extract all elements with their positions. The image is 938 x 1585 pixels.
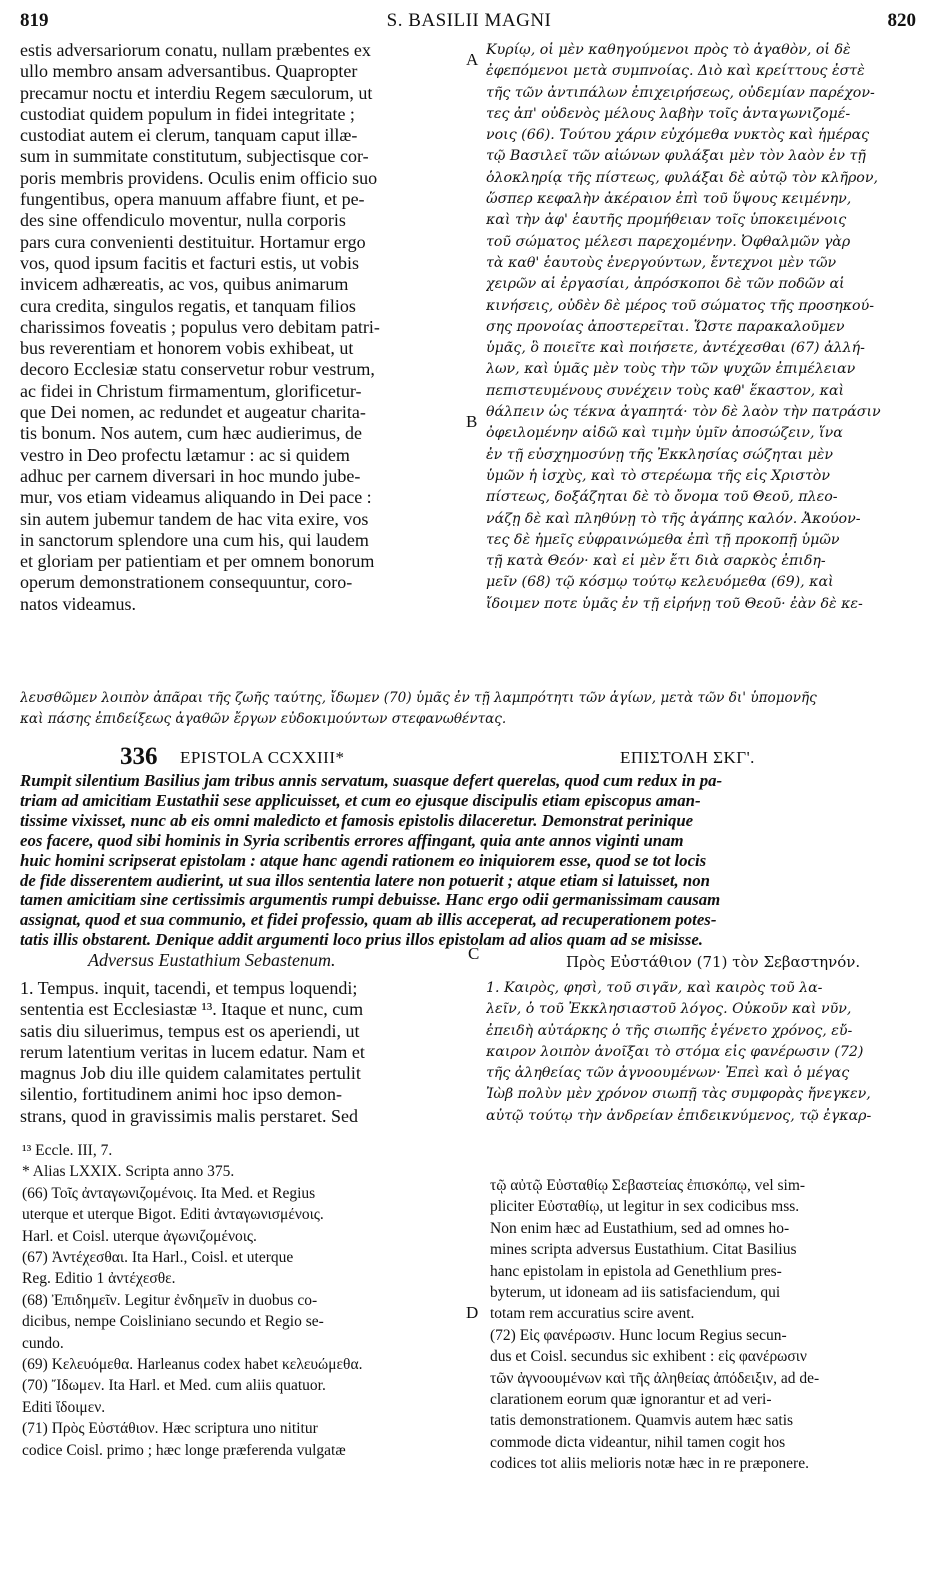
- footnote-line: codices tot aliis melioris notæ hæc in re præponere.: [490, 1455, 809, 1473]
- footnote-line: commode dicta videantur, nihil tamen cogit hos: [490, 1433, 786, 1451]
- footnotes-right: [490, 1175, 920, 1480]
- summary-line: tatis illis obstarent. Denique addit argumenti loco prius illos epistolam ad alios quam ad se misisse.: [20, 930, 703, 950]
- text-line: custodiat autem ei clerum, tanquam caput illæ-: [20, 125, 358, 146]
- text-line: rerum latentium veritas in lucem edatur. Nam et: [20, 1041, 365, 1062]
- summary-line: triam ad amicitiam Eustathii sese applicuisset, et cum eo ejusque discipulis etiam episcopus aman-: [20, 790, 701, 810]
- footnote-line: codice Coisl. primo ; hæc longe præferenda vulgatæ: [22, 1441, 346, 1459]
- text-line: ac fidei in Christum firmamentum, glorificetur-: [20, 380, 362, 401]
- summary-line: de fide disserentem audierint, ut sua illos sententia latere non potuerit ; atque etiam si latuisset, non: [20, 870, 710, 890]
- greek-column-lower: [486, 978, 916, 1133]
- text-line: αὐτῷ τούτῳ τὴν ἀνδρείαν ἐπιδεικνύμενος, τῷ ἐγκαρ-: [486, 1107, 872, 1124]
- text-line: silentio, fortitudinem animi hoc ipso demon-: [20, 1084, 342, 1105]
- footnote-line: (72) Εἰς φανέρωσιν. Hunc locum Regius secun-: [490, 1326, 787, 1344]
- text-line: charissimos foveatis ; populus vero debitam patri-: [20, 316, 380, 337]
- summary-line: eos facere, quod sibi hominis in Syria scribentis errores affingant, quia ante annos viginti unam: [20, 830, 684, 850]
- footnote-line: (70) Ἴδωμεν. Ita Harl. et Med. cum aliis quatuor.: [22, 1377, 326, 1395]
- text-line: sum in summitate constitutum, subjectisque cor-: [20, 146, 369, 167]
- footnote-line: τῷ αὐτῷ Εὐσταθίῳ Σεβαστείας ἐπισκόπῳ, vel sim-: [490, 1177, 806, 1194]
- text-line: τῇ κατὰ Θεόν· καὶ εἰ μὲν ἔτι διὰ σαρκὸς ἐπιδη-: [486, 553, 826, 570]
- margin-letter-d: D: [466, 1303, 479, 1322]
- footnote-line: dicibus, nempe Coisliniano secundo et Regio se-: [22, 1313, 324, 1331]
- epistle-summary: [20, 771, 920, 950]
- footnote-line: mines scripta adversus Eustathium. Citat Basilius: [490, 1241, 797, 1259]
- footnote-line: uterque et uterque Bigot. Editi ἀνταγωνισμένοις.: [22, 1206, 324, 1224]
- greek-column-upper: [486, 40, 916, 686]
- text-line: τῆς τῶν ἀντιπάλων ἐπιχειρήσεως, οὐδεμίαν παρέχον-: [486, 84, 875, 101]
- text-line: τὰ καθ' ἑαυτοὺς ἐνεργούντων, ἔντεχνοι μὲν τῶν: [486, 254, 837, 271]
- text-line: mur, vos etiam videamus aliquando in Dei pace :: [20, 487, 372, 508]
- footnote-line: (69) Κελευόμεθα. Harleanus codex habet κελευώμεθα.: [22, 1356, 363, 1374]
- text-line: sin autem jubemur tandem de hac vita exire, vos: [20, 508, 369, 529]
- footnote-line: (68) Ἐπιδημεῖν. Legitur ἐνδημεῖν in duobus co-: [22, 1291, 318, 1309]
- text-line: cura credita, singulos regatis, et tanquam filios: [20, 295, 356, 316]
- footnote-line: cundo.: [22, 1334, 64, 1352]
- margin-letter-b: B: [466, 412, 478, 431]
- text-line: estis adversariorum conatu, nullam præbentes ex: [20, 40, 371, 60]
- epistle-greek-title: ΕΠΙΣΤΟΛΗ ΣΚΓ'.: [620, 748, 755, 767]
- text-line: invicem adhæreatis, ac vos, quibus animarum: [20, 274, 349, 295]
- text-line: θάλπειν ὡς τέκνα ἀγαπητά· τὸν δὲ λαὸν τὴν πατράσιν: [486, 404, 881, 421]
- text-line: ὁλοκληρίᾳ τῆς πίστεως, φυλάξαι δὲ αὐτῷ τὸν κλῆρον,: [486, 169, 878, 186]
- text-line: bus reverentiam et honorem vobis exhibeat, ut: [20, 338, 354, 359]
- greek-subtitle: Πρὸς Εὐστάθιον (71) τὸν Σεβαστηνόν.: [566, 953, 861, 971]
- page-number-left: 819: [20, 10, 49, 31]
- text-line: κινήσεις, οὐδὲν δὲ μέρος τοῦ σώματος τῆς προσηκού-: [486, 297, 874, 314]
- page-header: [0, 10, 938, 40]
- footnote-line: Harl. et Coisl. uterque ἀγωνιζομένοις.: [22, 1227, 257, 1245]
- text-line: poris membris providens. Oculis enim officio suo: [20, 167, 378, 188]
- running-title: S. BASILII MAGNI: [386, 10, 552, 31]
- text-line: λεῖν, ὁ τοῦ Ἐκκλησιαστοῦ λόγος. Οὐκοῦν καὶ νῦν,: [486, 1001, 852, 1018]
- text-line: τῆς ἀληθείας τῶν ἀγνοουμένων· Ἐπεὶ καὶ ὁ μέγας: [486, 1065, 850, 1082]
- footnote-line: (66) Τοῖς ἀνταγωνιζομένοις. Ita Med. et Regius: [22, 1184, 316, 1202]
- footnote-line: byterum, ut idoneam ad iis satisfaciendum, qui: [490, 1284, 781, 1302]
- text-line: vestro in Deo profectu lætamur : ac si quidem: [20, 444, 350, 465]
- text-line: Ἰὼβ πολὺν μὲν χρόνον σιωπῇ τὰς συμφορὰς ἤνεγκεν,: [486, 1086, 871, 1103]
- text-line: τοῦ σώματος μέλεσι παρεχομένην. Ὀφθαλμῶν γὰρ: [486, 233, 851, 250]
- text-line: ὑμῶν ἡ ἰσχὺς, καὶ τὸ στερέωμα τῆς εἰς Χριστὸν: [486, 467, 830, 484]
- text-line: καὶ τὴν ἀφ' ἑαυτῆς προμήθειαν τοῖς ὑποκειμένοις: [486, 212, 847, 229]
- text-line: ὥσπερ κεφαλὴν ἀκέραιον ἐπὶ τοῦ ὕψους κειμένην,: [486, 191, 852, 208]
- text-line: vos, quod ipsum facitis et facturi estis, ut vobis: [20, 252, 359, 273]
- summary-line: huic homini scripserat epistolam : atque hanc agendi rationem eo iniquiorem esse, quod se tot locis: [20, 850, 707, 870]
- footnote-line: clarationem eorum quæ ignorantur et ad veri-: [490, 1391, 772, 1409]
- text-line: τες δὲ ἡμεῖς εὐφραινώμεθα ἐπὶ τῇ προκοπῇ ὑμῶν: [486, 531, 840, 548]
- footnote-line: Reg. Editio 1 ἀντέχεσθε.: [22, 1270, 176, 1288]
- text-line: fungentibus, opera manuum affabre fiunt, et pe-: [20, 189, 365, 210]
- greek-continuation: [20, 688, 920, 730]
- text-line: ullo membro ansam adversantibus. Quapropter: [20, 61, 358, 82]
- epistle-number: 336: [120, 743, 158, 770]
- footnote-line: * Alias LXXIX. Scripta anno 375.: [22, 1163, 235, 1181]
- text-line: μεῖν (68) τῷ κόσμῳ τούτῳ κελευόμεθα (69), καὶ: [486, 574, 834, 591]
- text-line: et gloriam per patientiam et per omnem bonorum: [20, 551, 375, 572]
- text-line: ὑμᾶς, ὃ ποιεῖτε καὶ ποιήσετε, ἀντέχεσθαι (67) ἀλλή-: [486, 340, 865, 357]
- text-line: ἴδοιμεν ποτε ὑμᾶς ἐν τῇ εἰρήνῃ τοῦ Θεοῦ· ἐὰν δὲ κε-: [486, 595, 863, 612]
- text-line: precamur noctu et interdiu Regem sæculorum, ut: [20, 82, 373, 103]
- text-line: ὀφειλομένην αἰδῶ καὶ τιμὴν ὑμῖν ἀποσώζειν, ἵνα: [486, 425, 843, 442]
- text-line: operum demonstrationem consequuntur, coro-: [20, 572, 353, 593]
- text-line: 1. Καιρὸς, φησὶ, τοῦ σιγᾶν, καὶ καιρὸς τοῦ λα-: [486, 980, 823, 996]
- text-line: in sanctorum splendore una cum his, qui laudem: [20, 529, 369, 550]
- footnote-line: (71) Πρὸς Εὐστάθιον. Hæc scriptura uno nititur: [22, 1420, 318, 1438]
- text-line: νάζῃ δὲ καὶ πληθύνῃ τὸ τῆς ἀγάπης καλόν. Ἀκούον-: [486, 510, 861, 527]
- margin-letter-a: A: [466, 50, 479, 69]
- footnotes-left: [22, 1140, 462, 1470]
- text-line: custodiat quidem populum in fidei integritate ;: [20, 103, 355, 124]
- text-line: σης προνοίας ἀποστερεῖται. Ὥστε παρακαλοῦμεν: [486, 318, 845, 335]
- text-line: τες ἀπ' οὐδενὸς μέλους λαβὴν τοῖς ἀνταγωνιζομέ-: [486, 105, 851, 122]
- summary-line: tamen amicitiam sine certissimis argumentis rumpi debuisse. Hanc ergo odii germanissimam causam: [20, 890, 721, 910]
- summary-line: tissime vixisset, nunc ab eis omni maledicto et famosis epistolis dilaceretur. Demonstrat perinique: [20, 810, 694, 830]
- footnote-line: ¹³ Eccle. III, 7.: [22, 1142, 113, 1159]
- text-line: νοις (66). Τούτου χάριν εὐχόμεθα νυκτὸς καὶ ἡμέρας: [486, 127, 870, 144]
- footnote-line: totam rem accuratius scire avent.: [490, 1305, 695, 1323]
- summary-line: Rumpit silentium Basilius jam tribus annis servatum, suasque defert querelas, quod cum redux in pa-: [20, 771, 723, 790]
- latin-subtitle: Adversus Eustathium Sebastenum.: [88, 950, 336, 970]
- text-line: ἐπειδὴ αὐτάρκης ὁ τῆς σιωπῆς ἐγένετο χρόνος, εὔ-: [486, 1022, 853, 1039]
- text-line: 1. Tempus. inquit, tacendi, et tempus loquendi;: [20, 978, 358, 998]
- text-line: des sine offendiculo moventur, nulla corporis: [20, 210, 346, 231]
- text-line: pars cura convenienti destituitur. Hortamur ergo: [20, 231, 366, 252]
- text-line: magnus Job diu ille quidem calamitates pertulit: [20, 1063, 361, 1084]
- text-line: tis bonum. Nos autem, cum hæc audierimus, de: [20, 423, 362, 444]
- footnote-line: dus et Coisl. secundus sic exhibent : εἰς φανέρωσιν: [490, 1348, 807, 1366]
- epistle-latin-title: EPISTOLA CCXXIII*: [180, 748, 345, 767]
- footnote-line: (67) Ἀντέχεσθαι. Ita Harl., Coisl. et uterque: [22, 1249, 294, 1267]
- summary-line: assignat, quod et sua communio, et fidei professio, quam ab illis acceperat, ad recuperationem potes-: [20, 910, 717, 930]
- footnote-line: Non enim hæc ad Eustathium, sed ad omnes ho-: [490, 1219, 790, 1237]
- text-line: λων, καὶ ὑμᾶς μὲν τοὺς τὴν τῶν ψυχῶν ἐπιμέλειαν: [486, 361, 856, 378]
- text-line: sententia est Ecclesiastæ ¹³. Itaque et nunc, cum: [20, 999, 364, 1020]
- margin-letter-c: C: [468, 944, 480, 963]
- text-line: adhuc per carnem diversari in hoc mundo jube-: [20, 465, 361, 486]
- footnote-line: τῶν ἀγνοουμένων καὶ τῆς ἀληθείας ἀπόδειξιν, ad de-: [490, 1369, 820, 1387]
- epistle-heading: [0, 745, 938, 771]
- text-line: strans, quod in gravissimis malis perstaret. Sed: [20, 1105, 358, 1126]
- text-line: natos videamus.: [20, 593, 136, 614]
- page-number-right: 820: [887, 10, 916, 31]
- footnote-line: Editi ἴδοιμεν.: [22, 1398, 106, 1416]
- text-line: καιρον λοιπὸν ἀνοῖξαι τὸ στόμα εἰς φανέρωσιν (72): [486, 1043, 864, 1060]
- text-line: πεπιστευμένους συνέχειν τοὺς καθ' ἕκαστον, καὶ: [486, 382, 845, 399]
- footnote-line: tatis demonstrationem. Quamvis autem hæc satis: [490, 1412, 794, 1430]
- text-line: τῷ Βασιλεῖ τῶν αἰώνων φυλάξαι μὲν τὸν λαὸν ἐν τῇ: [486, 148, 866, 165]
- text-line: satis diu siluerimus, tempus est os aperiendi, ut: [20, 1020, 360, 1041]
- text-line: καὶ πάσης ἐπιδείξεως ἀγαθῶν ἔργων εὐδοκιμούντων στεφανωθέντας.: [20, 711, 507, 727]
- text-line: decoro Ecclesiæ statu conservetur robur vestrum,: [20, 359, 375, 380]
- latin-column-lower: [20, 978, 465, 1133]
- footnote-line: hanc epistolam in epistola ad Genethlium pres-: [490, 1262, 782, 1280]
- text-line: Κυρίῳ, οἱ μὲν καθηγούμενοι πρὸς τὸ ἀγαθὸν, οἱ δὲ: [486, 42, 851, 58]
- text-line: ἐφεπόμενοι μετὰ συμπνοίας. Διὸ καὶ κρείττους ἐστὲ: [486, 63, 865, 80]
- text-line: ἐν τῇ εὐσχημοσύνῃ τῆς Ἐκκλησίας σώζηται μὲν: [486, 446, 834, 463]
- footnote-line: pliciter Εὐσταθίῳ, ut legitur in sex codicibus mss.: [490, 1198, 800, 1216]
- latin-column-upper: [20, 40, 465, 686]
- text-line: χειρῶν αἱ ἐργασίαι, ἀπρόσκοποι δὲ τῶν ποδῶν αἱ: [486, 276, 845, 293]
- text-line: λευσθῶμεν λοιπὸν ἀπᾶραι τῆς ζωῆς ταύτης, ἴδωμεν (70) ὑμᾶς ἐν τῇ λαμπρότητι τῶν ἁγίων, μετὰ τῶν δι' ὑπομονῆς: [20, 690, 817, 706]
- text-line: πίστεως, δοξάζηται δὲ τὸ ὄνομα τοῦ Θεοῦ, πλεο-: [486, 489, 838, 506]
- text-line: que Dei nomen, ac redundet et augeatur charita-: [20, 402, 366, 423]
